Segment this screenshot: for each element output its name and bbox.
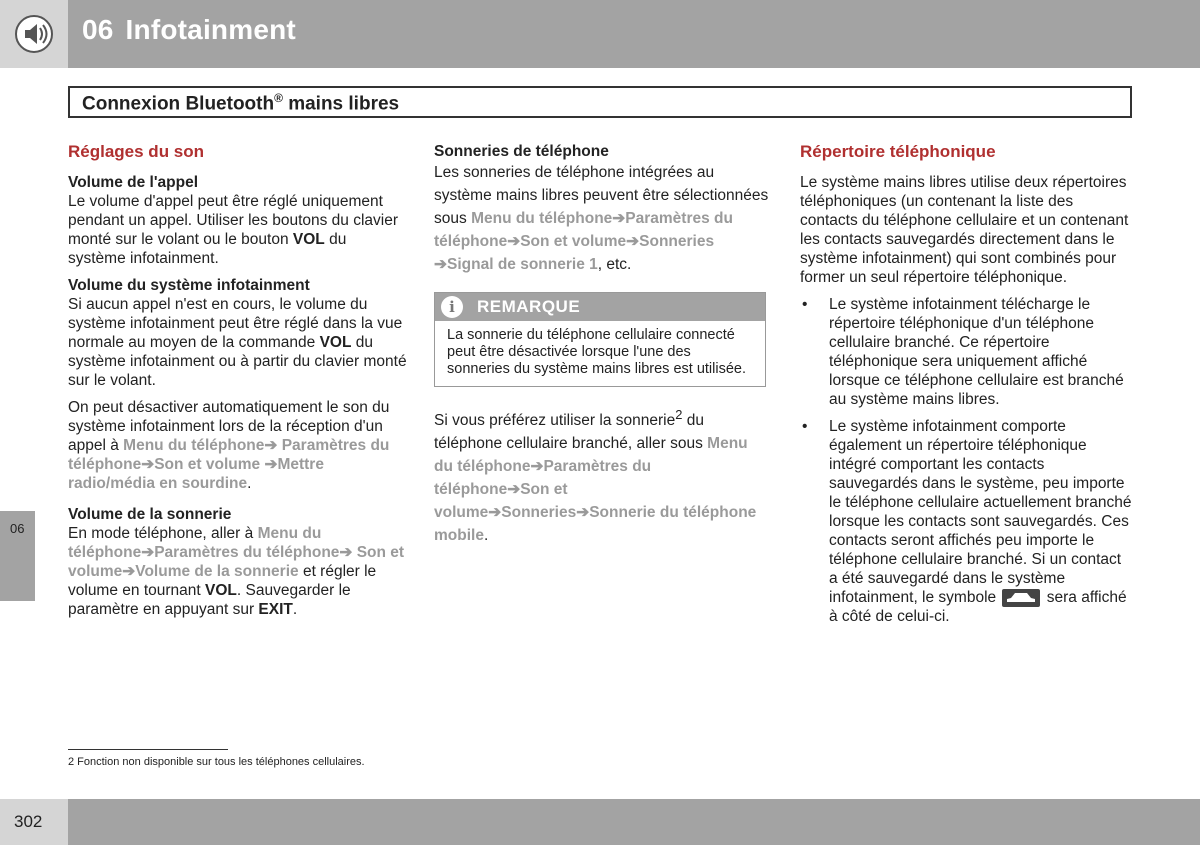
- header-bar: [0, 0, 1200, 68]
- arrow-right-icon: ➔: [530, 458, 544, 476]
- menu-path-item: Paramètres du téléphone: [434, 458, 652, 499]
- paragraph-ringtones: Les sonneries de téléphone intégrées au système mains libres peuvent être sélectionnées sous Menu du téléphone➔Paramètres du téléphone➔Son et volume➔Sonneries ➔Signal de sonnerie 1, etc.: [434, 164, 769, 273]
- footer-bar: [0, 799, 1200, 845]
- subheading-call-volume: Volume de l'appel: [68, 174, 199, 191]
- section-title-main: Connexion Bluetooth: [82, 93, 275, 115]
- menu-path-item: Menu du téléphone: [68, 525, 322, 561]
- list-item: • Le système infotainment comporte également un répertoire téléphonique intégré comportant les contacts sauvegardés dans le système, peu importe le téléphone cellulaire actuellement branché lorsque les contacts sont sauvegardés. Ces contacts seront affichés peu importe le téléphone cellulaire branché. Si un contact a été sauvegardé dans le système infotainment, le symbole sera affiché à côté de celui-ci.: [802, 418, 1132, 625]
- arrow-right-icon: ➔: [141, 456, 155, 473]
- menu-path-item: Menu du téléphone: [471, 210, 613, 227]
- info-icon: i: [441, 296, 463, 318]
- car-icon: [1002, 589, 1040, 607]
- menu-path-item: Paramètres du téléphone: [68, 437, 390, 473]
- arrow-right-icon: ➔: [434, 256, 447, 273]
- arrow-right-icon: ➔: [141, 544, 155, 561]
- note-box: [434, 292, 766, 387]
- paragraph-ringer-volume: En mode téléphone, aller à Menu du téléphone➔Paramètres du téléphone➔ Son et volume➔Volume de la sonnerie et régler le volume en tournant VOL. Sauvegarder le paramètre en appuyant sur EXIT.: [68, 525, 405, 618]
- note-label: REMARQUE: [477, 297, 581, 316]
- menu-path-item: Son et volume: [68, 544, 405, 580]
- paragraph-phone-ringtone: Si vous préférez utiliser la sonnerie$^2$ du téléphone cellulaire branché, aller sous Menu du téléphone➔Paramètres du téléphone➔Son et volume➔Sonneries➔Sonnerie du téléphone mobile.: [434, 407, 757, 545]
- page-number: 302: [14, 812, 43, 831]
- note-header: [435, 293, 765, 321]
- heading-phonebook: Répertoire téléphonique: [800, 142, 996, 161]
- menu-path-item: Sonneries: [501, 504, 577, 522]
- section-header-box: [68, 86, 1132, 118]
- column-1: [68, 142, 408, 627]
- chapter-number: 06: [82, 14, 114, 45]
- paragraph-mute-on-call: On peut désactiver automatiquement le son du système infotainment lors de la réception d'un appel à Menu du téléphone➔ Paramètres du téléphone➔Son et volume ➔Mettre radio/média en sourdine.: [68, 399, 390, 492]
- side-tab-label: 06: [10, 521, 25, 536]
- phonebook-list: [800, 295, 1132, 626]
- menu-path-item: Paramètres du téléphone: [154, 544, 340, 561]
- note-text: La sonnerie du téléphone cellulaire connecté peut être désactivée lorsque l'une des sonneries du système mains libres est utilisée.: [447, 327, 746, 377]
- menu-path-item: Son et volume: [520, 233, 627, 250]
- menu-path-item: Son et volume: [434, 481, 568, 522]
- column-2: [434, 142, 770, 555]
- menu-path-item: Son et volume: [154, 456, 261, 473]
- chapter-title: [82, 14, 296, 46]
- menu-path-item: Sonneries: [639, 233, 715, 250]
- section-title-suffix: mains libres: [282, 93, 400, 115]
- arrow-right-icon: ➔: [264, 437, 278, 454]
- menu-path-item: Menu du téléphone: [123, 437, 265, 454]
- menu-path-item: Signal de sonnerie 1: [447, 256, 598, 273]
- subheading-infotainment-volume: Volume du système infotainment: [68, 277, 310, 294]
- section-title: [82, 91, 399, 115]
- arrow-right-icon: ➔: [122, 563, 136, 580]
- arrow-right-icon: ➔: [507, 481, 521, 499]
- menu-path-item: Volume de la sonnerie: [135, 563, 299, 580]
- paragraph-infotainment-volume: Si aucun appel n'est en cours, le volume du système infotainment peut être réglé dans la vue normale au moyen de la commande VOL du système infotainment ou à partir du clavier monté sur le volant.: [68, 296, 407, 389]
- arrow-right-icon: ➔: [507, 233, 521, 250]
- arrow-right-icon: ➔: [626, 233, 640, 250]
- chapter-side-tab: [0, 511, 35, 601]
- column-3: [800, 142, 1132, 634]
- registered-mark: ®: [274, 91, 283, 105]
- subheading-ringtones: Sonneries de téléphone: [434, 143, 609, 160]
- speaker-icon: [14, 14, 54, 54]
- bullet-icon: •: [802, 296, 808, 313]
- menu-path-item: Paramètres du téléphone: [434, 210, 733, 250]
- chapter-icon-box: [0, 0, 68, 68]
- page-number-box: [0, 799, 68, 845]
- arrow-right-icon: ➔: [264, 456, 278, 473]
- arrow-right-icon: ➔: [576, 504, 590, 522]
- list-item: • Le système infotainment télécharge le répertoire téléphonique d'un téléphone cellulaire branché. Ce répertoire téléphonique sera uniquement affiché lorsque ce téléphone cellulaire est branché au système mains libres.: [802, 296, 1124, 408]
- paragraph-phonebook: Le système mains libres utilise deux répertoires téléphoniques (un contenant la liste des contacts du téléphone cellulaire et un contenant les contacts sauvegardés directement dans le système infotainment) qui sont combinés pour former un seul répertoire téléphonique.: [800, 174, 1129, 286]
- menu-path-item: Sonnerie du téléphone mobile: [434, 504, 757, 545]
- footnote-ref: 2: [675, 407, 683, 422]
- footnote-divider: [68, 749, 228, 750]
- arrow-right-icon: ➔: [339, 544, 353, 561]
- menu-path-item: Menu du téléphone: [434, 435, 748, 476]
- subheading-ringer-volume: Volume de la sonnerie: [68, 506, 232, 523]
- paragraph-call-volume: Le volume d'appel peut être réglé uniquement pendant un appel. Utiliser les boutons du clavier monté sur le volant ou le bouton VOL du système infotainment.: [68, 193, 399, 267]
- chapter-name: Infotainment: [125, 14, 296, 45]
- bullet-icon: •: [802, 418, 808, 435]
- footnote: 2 Fonction non disponible sur tous les téléphones cellulaires.: [68, 756, 365, 768]
- arrow-right-icon: ➔: [612, 210, 626, 227]
- arrow-right-icon: ➔: [488, 504, 502, 522]
- heading-sound-settings: Réglages du son: [68, 142, 205, 161]
- menu-path-item: Mettre radio/média en sourdine: [68, 456, 324, 492]
